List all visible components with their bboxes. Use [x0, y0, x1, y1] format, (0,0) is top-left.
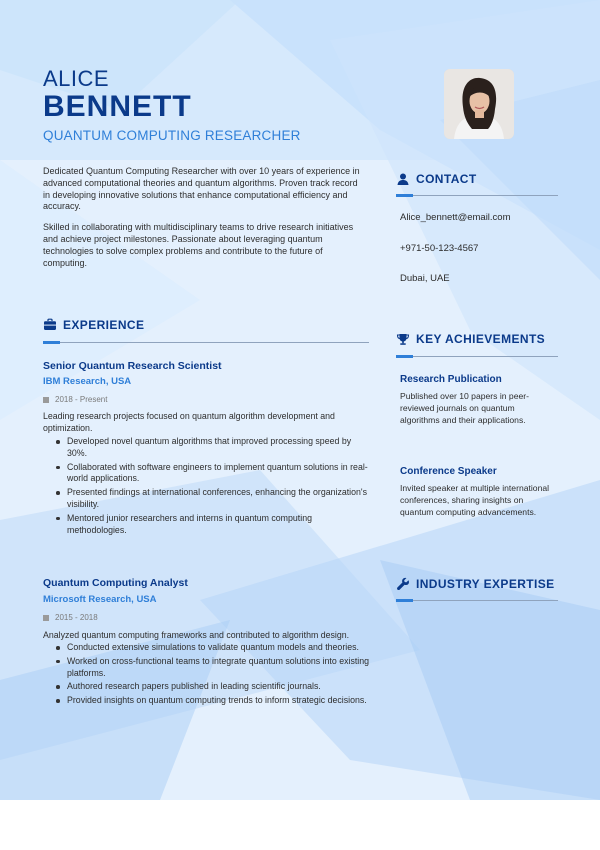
- list-item: Provided insights on quantum computing trends to inform strategic decisions.: [43, 695, 371, 707]
- job-bullets: [43, 436, 371, 538]
- person-icon: [396, 172, 410, 186]
- profile-summary: [43, 166, 365, 278]
- expertise-divider: [396, 600, 558, 601]
- job-description: Analyzed quantum computing frameworks and contributed to algorithm design.: [43, 630, 350, 640]
- list-item: Worked on cross-functional teams to integrate quantum solutions into existing platforms.: [43, 656, 371, 680]
- contact-email[interactable]: Alice_bennett@email.com: [400, 212, 511, 223]
- expertise-heading-label: INDUSTRY EXPERTISE: [416, 577, 555, 591]
- profile-photo: [444, 69, 514, 139]
- summary-paragraph: Skilled in collaborating with multidisciplinary teams to drive research initiatives and achieve project milestones. Passionate about leveraging quantum technologies to solve complex problems and contribute to the future of computing.: [43, 222, 354, 268]
- briefcase-icon: [43, 318, 57, 332]
- first-name: ALICE: [43, 66, 110, 91]
- wrench-icon: [396, 577, 410, 591]
- calendar-icon: [43, 397, 49, 403]
- list-item: Conducted extensive simulations to validate quantum models and theories.: [43, 642, 371, 654]
- experience-heading: [43, 318, 144, 332]
- summary-paragraph: Dedicated Quantum Computing Researcher with over 10 years of experience in advanced computational theories and quantum algorithms. Proven track record in developing innovative solutions that enhance computational efficiency and accuracy.: [43, 166, 360, 212]
- job-company: IBM Research, USA: [43, 376, 132, 387]
- job-role: Senior Quantum Research Scientist: [43, 360, 222, 372]
- achievements-heading: [396, 332, 545, 346]
- achievement-title: Conference Speaker: [400, 466, 497, 477]
- job-dates: [43, 395, 107, 404]
- experience-divider: [43, 342, 369, 343]
- expertise-heading: [396, 577, 555, 591]
- list-item: Presented findings at international conferences, enhancing the organization's visibility.: [43, 487, 371, 511]
- list-item: Mentored junior researchers and interns in quantum computing methodologies.: [43, 513, 371, 537]
- achievement-title: Research Publication: [400, 374, 502, 385]
- job-dates-text: 2018 - Present: [55, 395, 108, 404]
- job-company: Microsoft Research, USA: [43, 594, 157, 605]
- experience-heading-label: EXPERIENCE: [63, 318, 145, 332]
- contact-heading: [396, 172, 477, 186]
- job-dates: [43, 613, 98, 622]
- achievement-description: Invited speaker at multiple international conferences, sharing insights on quantum computing advancements.: [400, 483, 550, 518]
- contact-divider: [396, 195, 558, 196]
- trophy-icon: [396, 332, 410, 346]
- job-bullets: [43, 642, 371, 709]
- job-dates-text: 2015 - 2018: [55, 613, 98, 622]
- contact-heading-label: CONTACT: [416, 172, 477, 186]
- list-item: Developed novel quantum algorithms that improved processing speed by 30%.: [43, 436, 371, 460]
- job-title: QUANTUM COMPUTING RESEARCHER: [43, 128, 301, 143]
- job-role: Quantum Computing Analyst: [43, 577, 188, 589]
- calendar-icon: [43, 615, 49, 621]
- last-name: BENNETT: [43, 90, 192, 123]
- achievements-heading-label: KEY ACHIEVEMENTS: [416, 332, 546, 346]
- contact-location: Dubai, UAE: [400, 273, 450, 284]
- list-item: Collaborated with software engineers to implement quantum solutions in real-world applications.: [43, 462, 371, 486]
- contact-phone[interactable]: +971-50-123-4567: [400, 243, 479, 254]
- job-description: Leading research projects focused on quantum algorithm development and optimization.: [43, 411, 335, 434]
- achievements-divider: [396, 356, 558, 357]
- achievement-description: Published over 10 papers in peer-reviewed journals on quantum algorithms and their applications.: [400, 391, 529, 426]
- list-item: Authored research papers published in leading scientific journals.: [43, 681, 371, 693]
